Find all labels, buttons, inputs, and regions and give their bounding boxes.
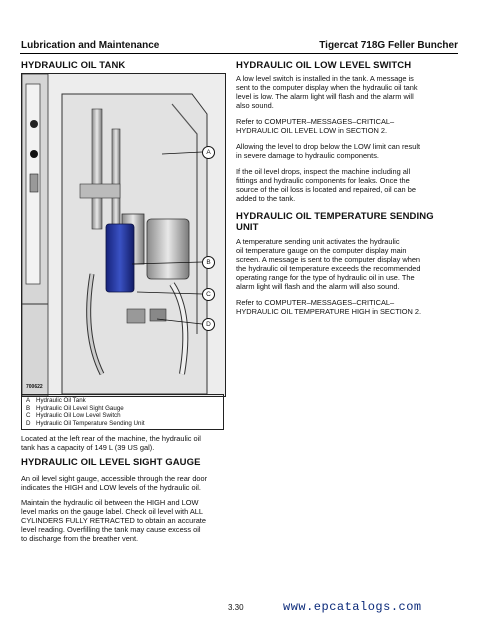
callout-c: C	[202, 288, 215, 301]
text-line: also sound.	[236, 101, 274, 110]
section-title-temp-unit	[236, 211, 434, 233]
text-line: sent to the computer display when the hydraulic oil tank	[236, 83, 418, 92]
text-line: Maintain the hydraulic oil between the HIGH and LOW	[21, 498, 199, 507]
text-line: to discharge from the breather vent.	[21, 534, 139, 543]
text-line: Refer to COMPUTER–MESSAGES–CRITICAL–	[236, 298, 395, 307]
legend-row	[22, 412, 223, 420]
text-line: level reading. Overfilling the tank may cause excess oil	[21, 525, 201, 534]
sight-gauge-paragraph-1	[21, 474, 207, 492]
legend-key: A	[26, 397, 31, 404]
text-line: oil temperature gauge on the computer display main	[236, 246, 407, 255]
legend-key: D	[26, 419, 31, 427]
title-line: UNIT	[236, 222, 259, 233]
text-line: level is low. The alarm light will flash and the alarm will	[236, 92, 414, 101]
temp-paragraph-2	[236, 298, 421, 316]
callout-a: A	[202, 146, 215, 159]
header-rule	[20, 53, 458, 54]
sight-gauge-paragraph-2	[21, 498, 206, 543]
text-line: in severe damage to hydraulic components.	[236, 151, 379, 160]
text-line: A temperature sending unit activates the hydraulic	[236, 237, 400, 246]
figure-legend	[21, 394, 224, 430]
header-left: Lubrication and Maintenance	[21, 40, 160, 51]
legend-row	[22, 420, 223, 428]
text-line: tank has a capacity of 149 L (39 US gal).	[21, 443, 155, 452]
catalog-url[interactable]: www.epcatalogs.com	[283, 600, 422, 614]
section-title-sight-gauge: HYDRAULIC OIL LEVEL SIGHT GAUGE	[21, 457, 201, 468]
hydraulic-tank-figure	[21, 73, 226, 397]
callout-b: B	[202, 256, 215, 269]
low-level-paragraph-2	[236, 117, 394, 135]
legend-row	[22, 405, 223, 413]
title-line: HYDRAULIC OIL TEMPERATURE SENDING	[236, 211, 434, 222]
text-line: level marks on the gauge label. Check oil level with ALL	[21, 507, 203, 516]
low-level-paragraph-4	[236, 167, 416, 203]
header-right: Tigercat 718G Feller Buncher	[319, 40, 458, 51]
legend-text: Hydraulic Oil Level Sight Gauge	[36, 404, 124, 412]
text-line: screen. A message is sent to the computer display when	[236, 255, 421, 264]
legend-key: B	[26, 404, 31, 412]
text-line: A low level switch is installed in the tank. A message is	[236, 74, 414, 83]
legend-text: Hydraulic Oil Tank	[36, 397, 86, 404]
tank-capacity-paragraph	[21, 434, 201, 452]
section-title-low-level: HYDRAULIC OIL LOW LEVEL SWITCH	[236, 60, 412, 71]
text-line: If the oil level drops, inspect the machine including all	[236, 167, 411, 176]
text-line: source of the oil loss is located and repaired, oil can be	[236, 185, 416, 194]
legend-row	[22, 397, 223, 405]
callout-d: D	[202, 318, 215, 331]
text-line: added to the tank.	[236, 194, 296, 203]
text-line: operating range for the type of hydraulic oil in use. The	[236, 273, 415, 282]
text-line: Allowing the level to drop below the LOW limit can result	[236, 142, 421, 151]
legend-text: Hydraulic Oil Low Level Switch	[36, 412, 121, 420]
low-level-paragraph-3	[236, 142, 420, 160]
text-line: indicates the HIGH and LOW levels of the hydraulic oil.	[21, 483, 201, 492]
figure-number: 700622	[26, 384, 43, 390]
page-number: 3.30	[228, 603, 244, 612]
text-line: fittings and hydraulic components for leaks. Once the	[236, 176, 410, 185]
text-line: CYLINDERS FULLY RETRACTED to obtain an accurate	[21, 516, 206, 525]
text-line: Refer to COMPUTER–MESSAGES–CRITICAL–	[236, 117, 395, 126]
text-line: Located at the left rear of the machine, the hydraulic oil	[21, 434, 201, 443]
text-line: the hydraulic oil temperature exceeds the recommended	[236, 264, 421, 273]
text-line: HYDRAULIC OIL TEMPERATURE HIGH in SECTION 2.	[236, 307, 422, 316]
text-line: HYDRAULIC OIL LEVEL LOW in SECTION 2.	[236, 126, 388, 135]
legend-text: Hydraulic Oil Temperature Sending Unit	[36, 419, 145, 427]
hydraulic-tank-illustration	[22, 74, 225, 396]
text-line: alarm light will flash and the alarm will also sound.	[236, 282, 400, 291]
low-level-paragraph-1	[236, 74, 418, 110]
section-title-tank: HYDRAULIC OIL TANK	[21, 60, 126, 71]
legend-key: C	[26, 412, 31, 420]
temp-paragraph-1	[236, 237, 420, 291]
text-line: An oil level sight gauge, accessible through the rear door	[21, 474, 208, 483]
